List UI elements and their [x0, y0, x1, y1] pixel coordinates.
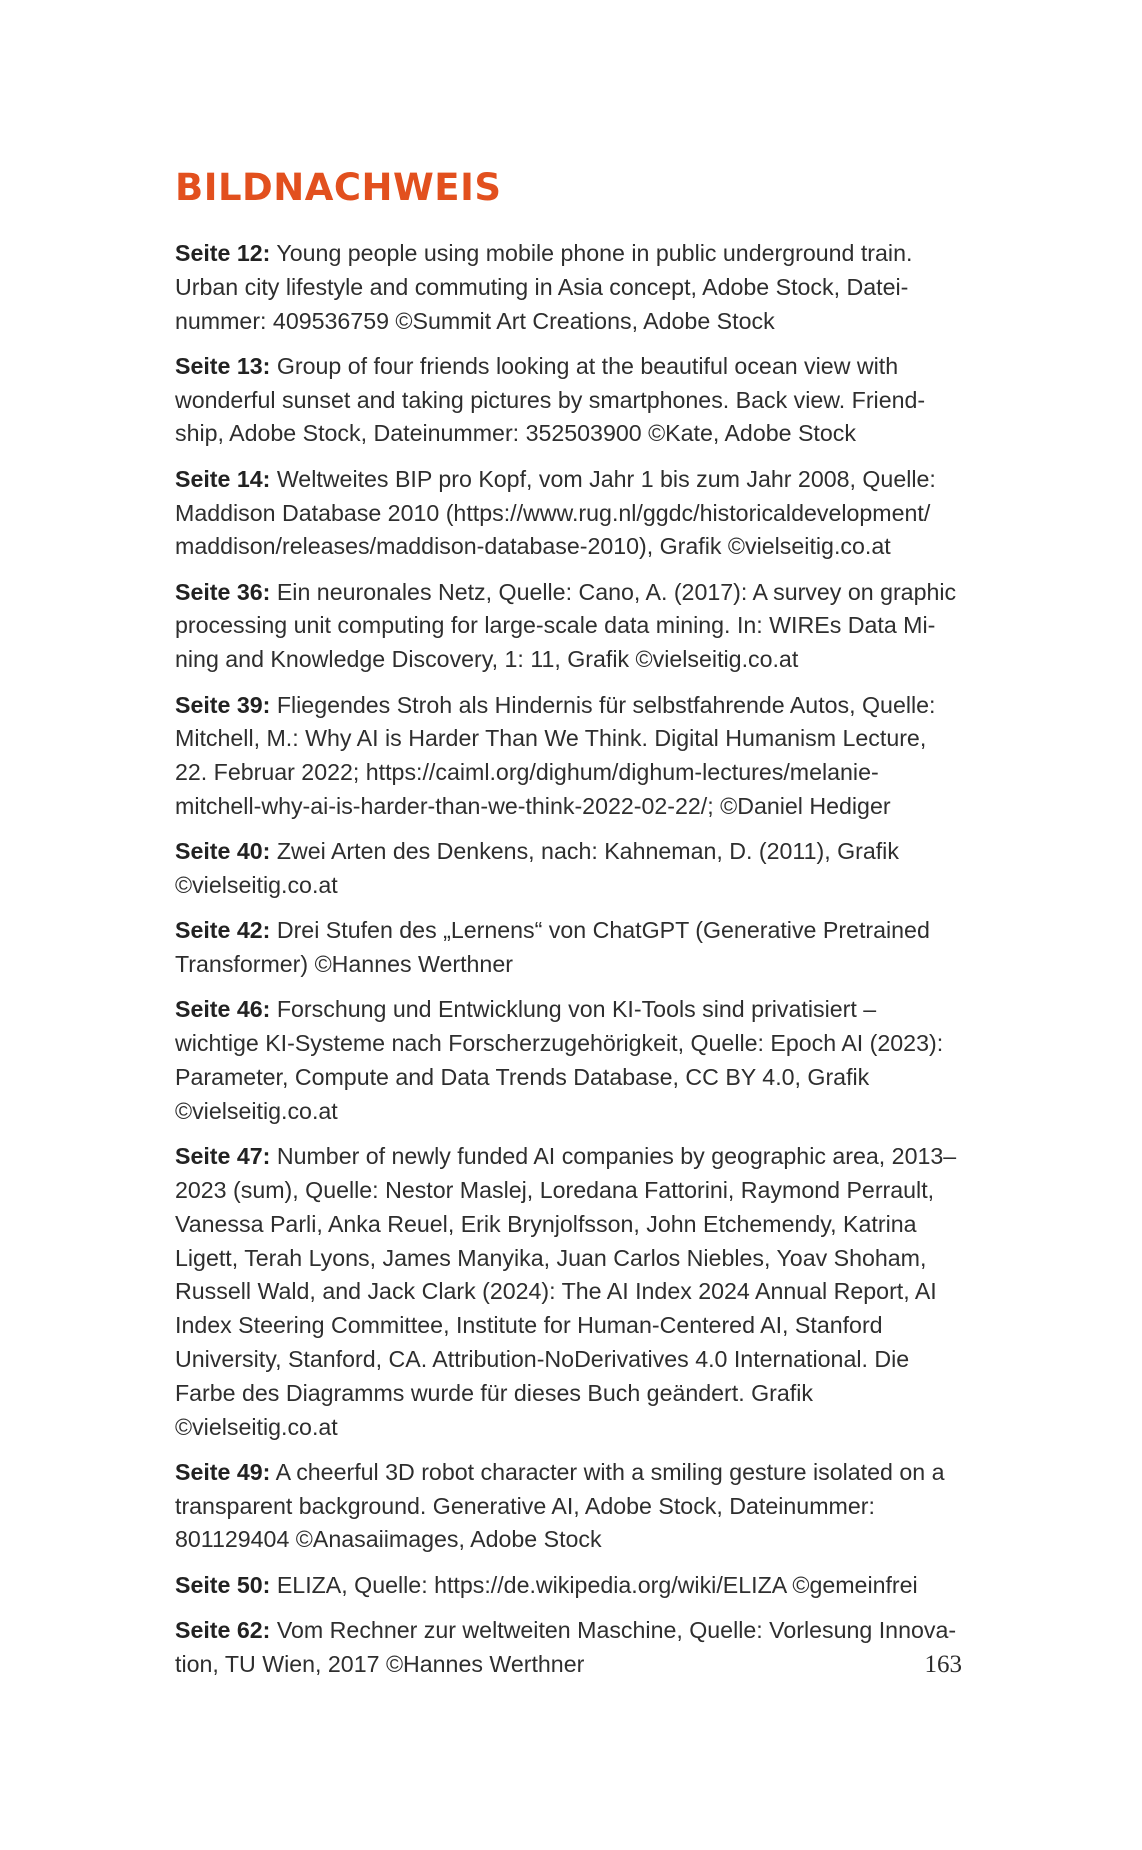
page-content	[175, 166, 962, 1693]
entry-page-label: Seite 49:	[175, 1458, 271, 1485]
credit-entry	[175, 1614, 962, 1682]
entry-text: Ein neuronales Netz, Quelle: Cano, A. (2017): A survey on graphic processing unit computing for large-scale data mining. In: WIREs Data Mining and Knowledge Discovery, 1: 11, Grafik ©vielseitig.co.at	[175, 578, 957, 673]
entry-text: Forschung und Entwicklung von KI-Tools sind privatisiert – wichtige KI-Systeme nach Forscherzugehörigkeit, Quelle: Epoch AI (2023): Parameter, Compute and Data Trends Database, CC BY 4.0, Grafik ©vielseitig.co.at	[175, 996, 944, 1124]
entry-page-label: Seite 47:	[175, 1143, 271, 1170]
entry-text: Vom Rechner zur weltweiten Maschine, Quelle: Vorlesung Innovation, TU Wien, 2017 ©Hannes Werthner	[175, 1616, 957, 1677]
credit-entry	[175, 576, 962, 677]
entry-page-label: Seite 42:	[175, 917, 271, 944]
credit-entry	[175, 1569, 962, 1603]
page-number: 163	[924, 1651, 962, 1678]
credit-entry	[175, 463, 962, 564]
entry-page-label: Seite 39:	[175, 691, 271, 718]
entry-page-label: Seite 46:	[175, 996, 271, 1023]
entry-text: Drei Stufen des „Lernens“ von ChatGPT (Generative Pretrained Transformer) ©Hannes Werthner	[175, 917, 930, 978]
entry-page-label: Seite 13:	[175, 352, 271, 379]
entry-text: Fliegendes Stroh als Hindernis für selbstfahrende Autos, Quelle: Mitchell, M.: Why AI is Harder Than We Think. Digital Humanism Lecture, 22. Februar 2022; https://caiml.org/dighum/dighum-lectures/melanie-​mitchell-why-ai-is-harder-than-we-think-2022-02-22/; ©Daniel Hediger	[175, 691, 936, 819]
credit-entry	[175, 914, 962, 982]
credit-entry	[175, 689, 962, 824]
entry-page-label: Seite 50:	[175, 1571, 271, 1598]
entry-text: Weltweites BIP pro Kopf, vom Jahr 1 bis zum Jahr 2008, Quelle: Maddison Database 2010 (https://www.rug.nl/ggdc/historicaldevelopment/​maddison/releases/maddison-database-2010), Grafik ©vielseitig.co.at	[175, 465, 936, 560]
entry-text: ELIZA, Quelle: https://de.wikipedia.org/wiki/ELIZA ©gemeinfrei	[276, 1571, 918, 1598]
credit-entry	[175, 350, 962, 451]
entry-page-label: Seite 12:	[175, 240, 271, 266]
entry-text: Young people using mobile phone in public underground train. Urban city lifestyle and commuting in Asia concept, Adobe Stock, Dateinummer: 409536759 ©Summit Art Creations, Adobe Stock	[175, 240, 913, 334]
credit-entry	[175, 835, 962, 903]
credit-list	[175, 237, 962, 1682]
credit-entry	[175, 1140, 962, 1444]
entry-page-label: Seite 40:	[175, 838, 271, 865]
entry-text: Group of four friends looking at the beautiful ocean view with wonderful sunset and taking pictures by smartphones. Back view. Friendship, Adobe Stock, Dateinummer: 352503900 ©Kate, Adobe Stock	[175, 352, 926, 447]
entry-page-label: Seite 36:	[175, 578, 271, 605]
credit-entry	[175, 1456, 962, 1557]
entry-text: Number of newly funded AI companies by geographic area, 2013–2023 (sum), Quelle: Nestor Maslej, Loredana Fattorini, Raymond Perrault, Vanessa Parli, Anka Reuel, Erik Brynjolfsson, John Etchemendy, Katrina Ligett, Terah Lyons, James Manyika, Juan Carlos Niebles, Yoav Shoham, Russell Wald, and Jack Clark (2024): The AI Index 2024 Annual Report, AI Index Steering Committee, Institute for Human-Centered AI, Stanford University, Stanford, CA. Attribution-NoDerivatives 4.0 International. Die Farbe des Diagramms wurde für dieses Buch geändert. Grafik ©vielseitig.co.at	[175, 1143, 957, 1440]
entry-page-label: Seite 14:	[175, 465, 271, 492]
entry-text: A cheerful 3D robot character with a smiling gesture isolated on a transparent background. Generative AI, Adobe Stock, Dateinummer: 801129404 ©Anasaiimages, Adobe Stock	[175, 1458, 945, 1553]
entry-page-label: Seite 62:	[175, 1616, 271, 1643]
credit-entry	[175, 993, 962, 1128]
entry-text: Zwei Arten des Denkens, nach: Kahneman, D. (2011), Grafik ©vielseitig.co.at	[175, 838, 899, 899]
page-title: BILDNACHWEIS	[175, 166, 502, 209]
credit-entry	[175, 237, 962, 338]
